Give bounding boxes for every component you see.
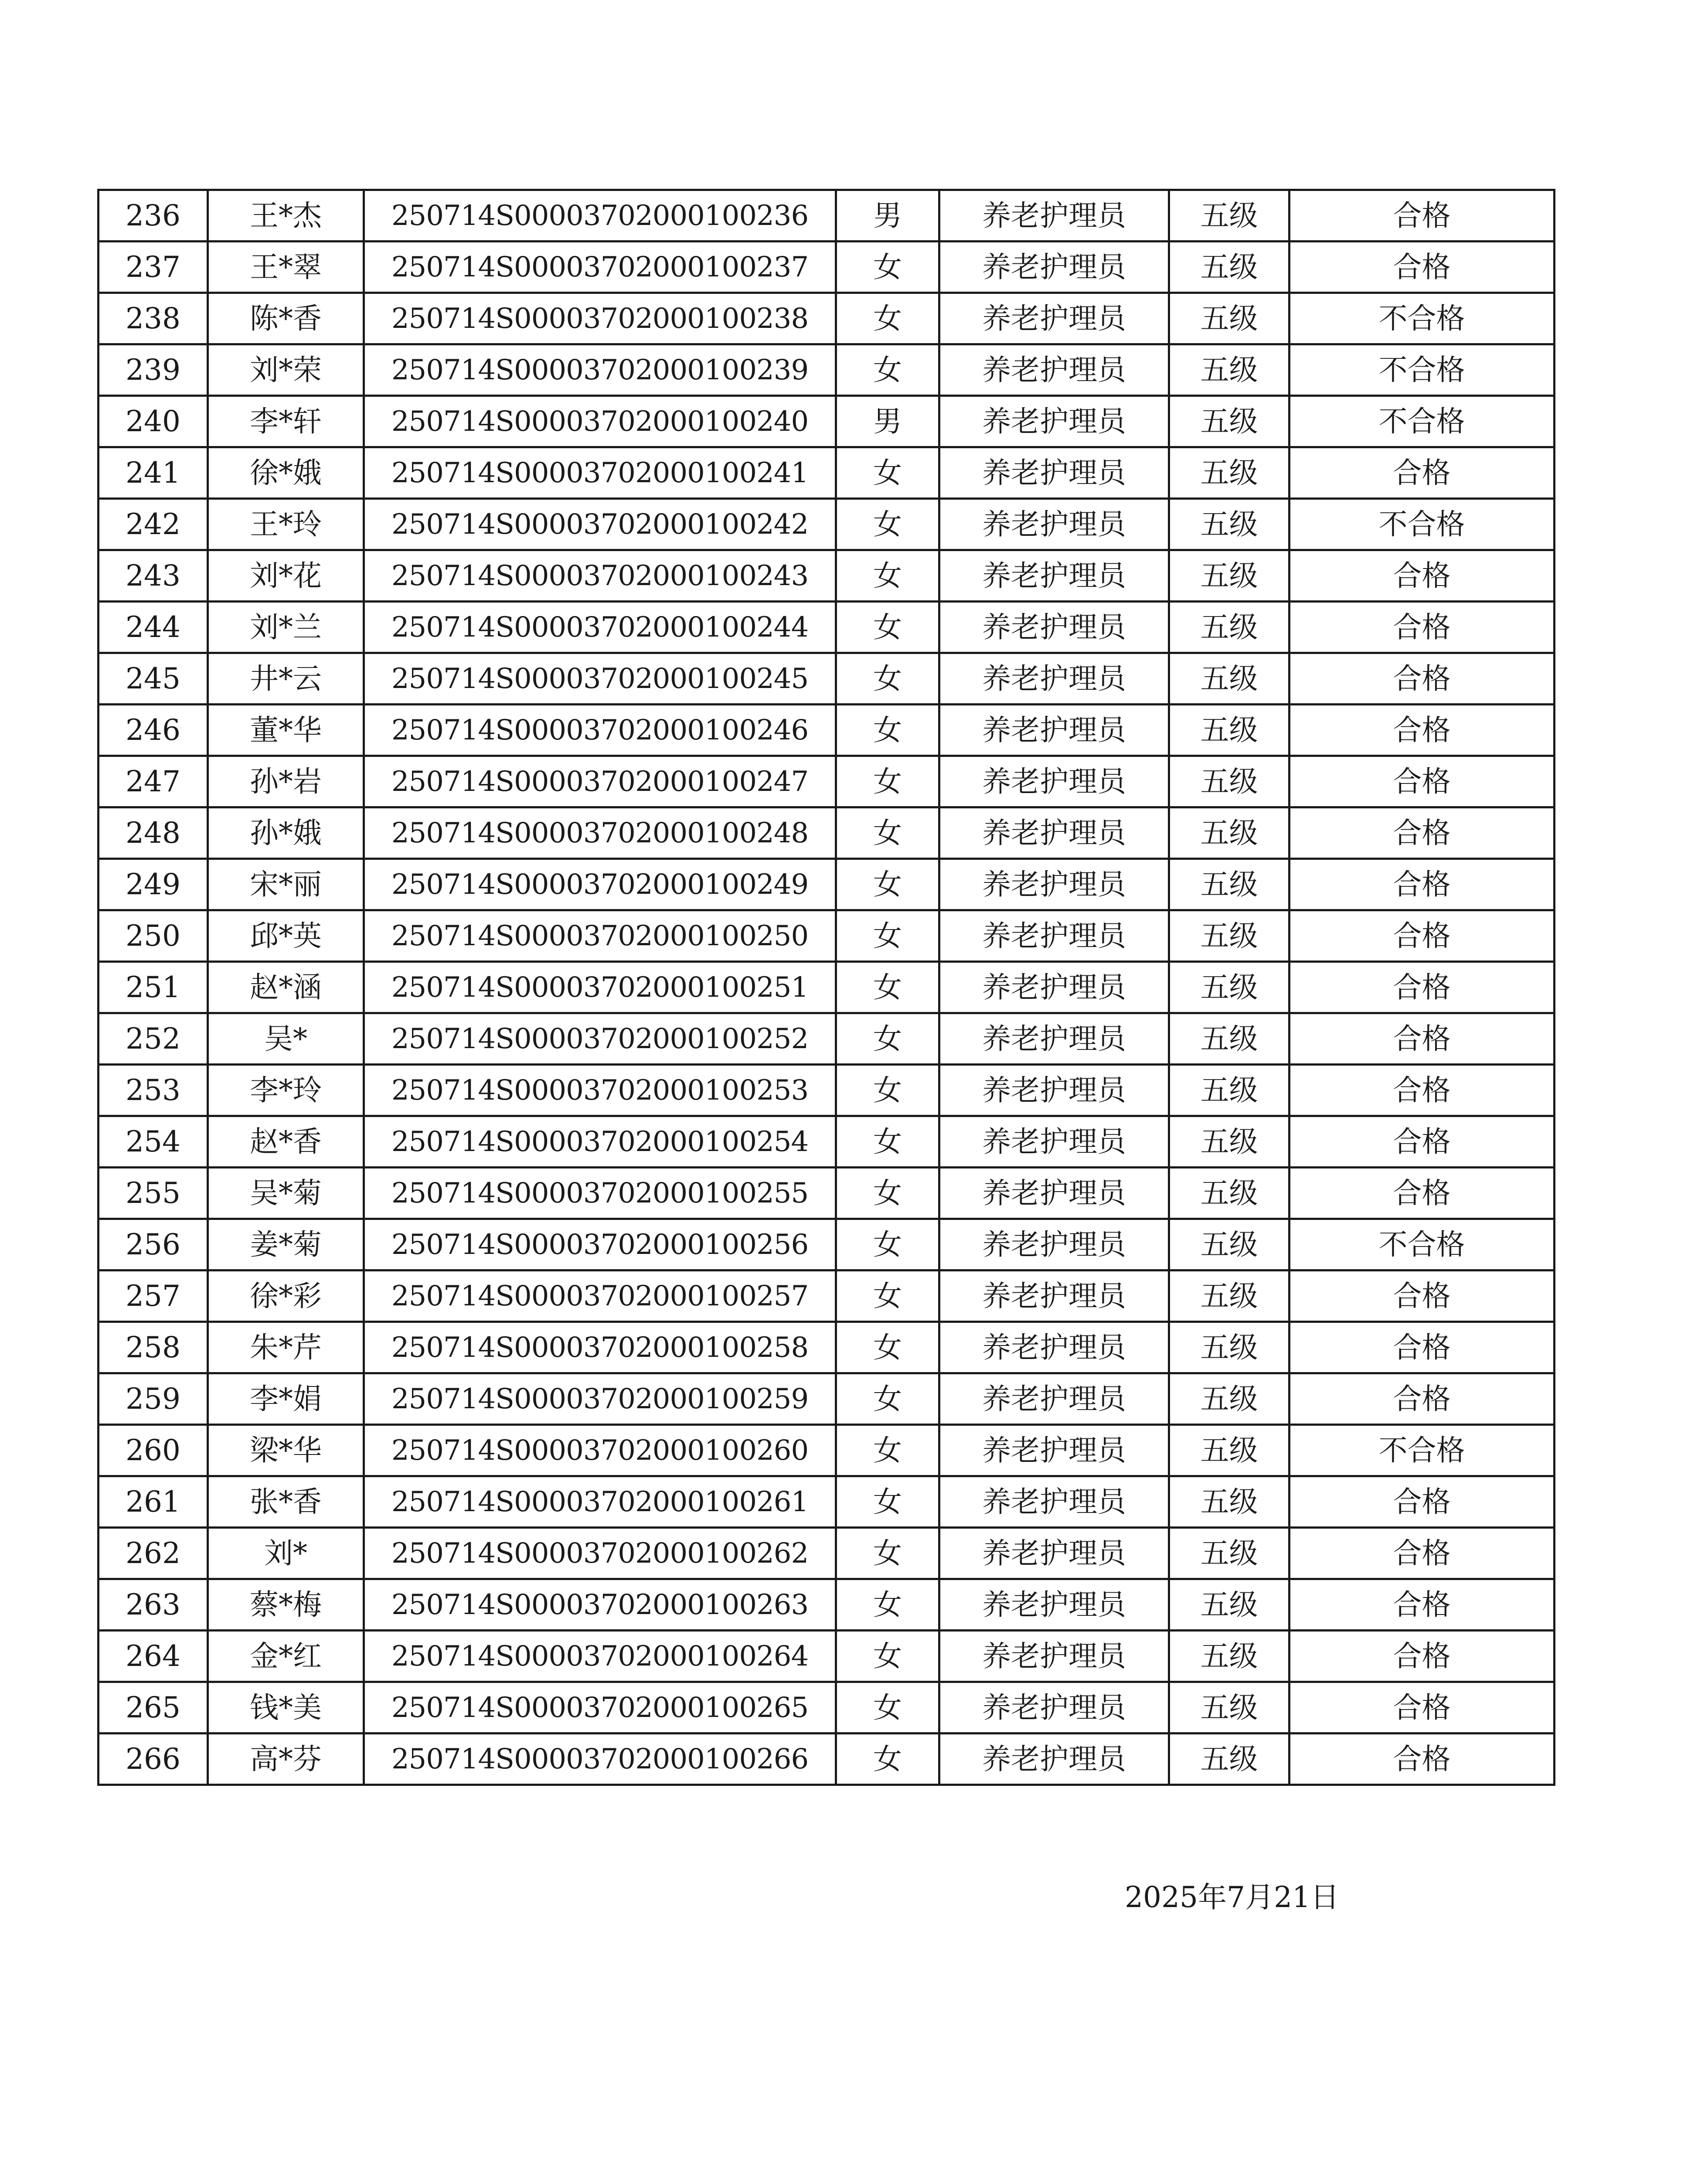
level-cell: 五级 [1169, 1373, 1290, 1425]
certificate-number-cell: 250714S00003702000100258 [364, 1322, 836, 1373]
table-row [99, 242, 1555, 293]
table-row [99, 1168, 1555, 1219]
seq-number-cell: 264 [99, 1631, 208, 1682]
result-cell: 合格 [1290, 1631, 1555, 1682]
results-table-body [99, 190, 1555, 1785]
gender-cell: 女 [836, 1631, 939, 1682]
certificate-number-cell: 250714S00003702000100243 [364, 550, 836, 602]
seq-number-cell: 236 [99, 190, 208, 242]
occupation-cell: 养老护理员 [939, 190, 1169, 242]
certificate-number-cell: 250714S00003702000100261 [364, 1476, 836, 1528]
table-row [99, 550, 1555, 602]
gender-cell: 女 [836, 293, 939, 344]
level-cell: 五级 [1169, 1579, 1290, 1631]
gender-cell: 女 [836, 1682, 939, 1734]
gender-cell: 女 [836, 1528, 939, 1579]
result-cell: 合格 [1290, 1322, 1555, 1373]
result-cell: 合格 [1290, 756, 1555, 807]
gender-cell: 女 [836, 705, 939, 756]
level-cell: 五级 [1169, 499, 1290, 550]
name-cell: 宋*丽 [208, 859, 364, 910]
table-row [99, 1322, 1555, 1373]
level-cell: 五级 [1169, 550, 1290, 602]
gender-cell: 女 [836, 1065, 939, 1116]
occupation-cell: 养老护理员 [939, 1528, 1169, 1579]
seq-number-cell: 262 [99, 1528, 208, 1579]
level-cell: 五级 [1169, 602, 1290, 653]
gender-cell: 女 [836, 807, 939, 859]
level-cell: 五级 [1169, 1013, 1290, 1065]
gender-cell: 男 [836, 396, 939, 447]
table-row [99, 807, 1555, 859]
result-cell: 合格 [1290, 602, 1555, 653]
occupation-cell: 养老护理员 [939, 242, 1169, 293]
occupation-cell: 养老护理员 [939, 1631, 1169, 1682]
certificate-number-cell: 250714S00003702000100236 [364, 190, 836, 242]
certificate-number-cell: 250714S00003702000100237 [364, 242, 836, 293]
seq-number-cell: 241 [99, 447, 208, 499]
result-cell: 合格 [1290, 653, 1555, 705]
seq-number-cell: 248 [99, 807, 208, 859]
gender-cell: 女 [836, 653, 939, 705]
gender-cell: 女 [836, 1219, 939, 1271]
name-cell: 王*杰 [208, 190, 364, 242]
gender-cell: 女 [836, 499, 939, 550]
seq-number-cell: 259 [99, 1373, 208, 1425]
seq-number-cell: 251 [99, 962, 208, 1013]
level-cell: 五级 [1169, 242, 1290, 293]
occupation-cell: 养老护理员 [939, 807, 1169, 859]
table-row [99, 1219, 1555, 1271]
name-cell: 徐*彩 [208, 1271, 364, 1322]
certificate-number-cell: 250714S00003702000100252 [364, 1013, 836, 1065]
result-cell: 不合格 [1290, 499, 1555, 550]
gender-cell: 女 [836, 344, 939, 396]
certificate-number-cell: 250714S00003702000100254 [364, 1116, 836, 1168]
result-cell: 合格 [1290, 190, 1555, 242]
seq-number-cell: 247 [99, 756, 208, 807]
level-cell: 五级 [1169, 962, 1290, 1013]
name-cell: 朱*芹 [208, 1322, 364, 1373]
occupation-cell: 养老护理员 [939, 344, 1169, 396]
table-row [99, 859, 1555, 910]
seq-number-cell: 255 [99, 1168, 208, 1219]
table-row [99, 705, 1555, 756]
seq-number-cell: 250 [99, 910, 208, 962]
gender-cell: 女 [836, 1734, 939, 1785]
level-cell: 五级 [1169, 910, 1290, 962]
certificate-number-cell: 250714S00003702000100255 [364, 1168, 836, 1219]
name-cell: 张*香 [208, 1476, 364, 1528]
certificate-number-cell: 250714S00003702000100247 [364, 756, 836, 807]
table-row [99, 1065, 1555, 1116]
table-row [99, 1682, 1555, 1734]
level-cell: 五级 [1169, 293, 1290, 344]
occupation-cell: 养老护理员 [939, 1013, 1169, 1065]
seq-number-cell: 254 [99, 1116, 208, 1168]
gender-cell: 女 [836, 1373, 939, 1425]
result-cell: 合格 [1290, 1476, 1555, 1528]
result-cell: 合格 [1290, 807, 1555, 859]
level-cell: 五级 [1169, 1425, 1290, 1476]
name-cell: 金*红 [208, 1631, 364, 1682]
certificate-number-cell: 250714S00003702000100262 [364, 1528, 836, 1579]
certificate-number-cell: 250714S00003702000100249 [364, 859, 836, 910]
result-cell: 不合格 [1290, 396, 1555, 447]
table-row [99, 962, 1555, 1013]
seq-number-cell: 239 [99, 344, 208, 396]
level-cell: 五级 [1169, 1116, 1290, 1168]
certificate-number-cell: 250714S00003702000100240 [364, 396, 836, 447]
result-cell: 合格 [1290, 859, 1555, 910]
gender-cell: 女 [836, 1322, 939, 1373]
seq-number-cell: 246 [99, 705, 208, 756]
seq-number-cell: 242 [99, 499, 208, 550]
certificate-number-cell: 250714S00003702000100239 [364, 344, 836, 396]
result-cell: 合格 [1290, 1373, 1555, 1425]
name-cell: 刘*荣 [208, 344, 364, 396]
result-cell: 不合格 [1290, 293, 1555, 344]
seq-number-cell: 245 [99, 653, 208, 705]
level-cell: 五级 [1169, 756, 1290, 807]
name-cell: 李*轩 [208, 396, 364, 447]
certificate-number-cell: 250714S00003702000100263 [364, 1579, 836, 1631]
gender-cell: 女 [836, 1013, 939, 1065]
certificate-number-cell: 250714S00003702000100250 [364, 910, 836, 962]
level-cell: 五级 [1169, 1065, 1290, 1116]
name-cell: 蔡*梅 [208, 1579, 364, 1631]
name-cell: 刘*兰 [208, 602, 364, 653]
occupation-cell: 养老护理员 [939, 1425, 1169, 1476]
result-cell: 合格 [1290, 1013, 1555, 1065]
results-table [97, 189, 1555, 1786]
seq-number-cell: 238 [99, 293, 208, 344]
name-cell: 吴* [208, 1013, 364, 1065]
table-row [99, 499, 1555, 550]
table-row [99, 344, 1555, 396]
table-row [99, 1116, 1555, 1168]
level-cell: 五级 [1169, 807, 1290, 859]
occupation-cell: 养老护理员 [939, 550, 1169, 602]
gender-cell: 女 [836, 1425, 939, 1476]
result-cell: 不合格 [1290, 1425, 1555, 1476]
table-row [99, 1013, 1555, 1065]
name-cell: 吴*菊 [208, 1168, 364, 1219]
certificate-number-cell: 250714S00003702000100245 [364, 653, 836, 705]
gender-cell: 女 [836, 447, 939, 499]
seq-number-cell: 260 [99, 1425, 208, 1476]
gender-cell: 女 [836, 962, 939, 1013]
occupation-cell: 养老护理员 [939, 293, 1169, 344]
table-row [99, 602, 1555, 653]
table-row [99, 1579, 1555, 1631]
result-cell: 合格 [1290, 447, 1555, 499]
certificate-number-cell: 250714S00003702000100265 [364, 1682, 836, 1734]
occupation-cell: 养老护理员 [939, 499, 1169, 550]
gender-cell: 女 [836, 859, 939, 910]
occupation-cell: 养老护理员 [939, 1116, 1169, 1168]
seq-number-cell: 249 [99, 859, 208, 910]
occupation-cell: 养老护理员 [939, 447, 1169, 499]
occupation-cell: 养老护理员 [939, 1476, 1169, 1528]
name-cell: 李*娟 [208, 1373, 364, 1425]
name-cell: 王*玲 [208, 499, 364, 550]
name-cell: 孙*岩 [208, 756, 364, 807]
name-cell: 邱*英 [208, 910, 364, 962]
result-cell: 不合格 [1290, 344, 1555, 396]
seq-number-cell: 263 [99, 1579, 208, 1631]
certificate-number-cell: 250714S00003702000100248 [364, 807, 836, 859]
seq-number-cell: 252 [99, 1013, 208, 1065]
result-cell: 合格 [1290, 1682, 1555, 1734]
issue-date: 2025年7月21日 [1125, 1880, 1339, 1914]
seq-number-cell: 253 [99, 1065, 208, 1116]
level-cell: 五级 [1169, 1322, 1290, 1373]
table-row [99, 1373, 1555, 1425]
occupation-cell: 养老护理员 [939, 1734, 1169, 1785]
gender-cell: 女 [836, 242, 939, 293]
level-cell: 五级 [1169, 705, 1290, 756]
seq-number-cell: 237 [99, 242, 208, 293]
name-cell: 高*芬 [208, 1734, 364, 1785]
gender-cell: 女 [836, 550, 939, 602]
level-cell: 五级 [1169, 859, 1290, 910]
occupation-cell: 养老护理员 [939, 653, 1169, 705]
name-cell: 钱*美 [208, 1682, 364, 1734]
seq-number-cell: 266 [99, 1734, 208, 1785]
occupation-cell: 养老护理员 [939, 396, 1169, 447]
certificate-number-cell: 250714S00003702000100253 [364, 1065, 836, 1116]
occupation-cell: 养老护理员 [939, 705, 1169, 756]
result-cell: 合格 [1290, 705, 1555, 756]
level-cell: 五级 [1169, 1528, 1290, 1579]
name-cell: 徐*娥 [208, 447, 364, 499]
seq-number-cell: 257 [99, 1271, 208, 1322]
name-cell: 李*玲 [208, 1065, 364, 1116]
seq-number-cell: 265 [99, 1682, 208, 1734]
table-row [99, 293, 1555, 344]
name-cell: 姜*菊 [208, 1219, 364, 1271]
occupation-cell: 养老护理员 [939, 756, 1169, 807]
certificate-number-cell: 250714S00003702000100266 [364, 1734, 836, 1785]
certificate-number-cell: 250714S00003702000100259 [364, 1373, 836, 1425]
result-cell: 合格 [1290, 1168, 1555, 1219]
table-row [99, 1425, 1555, 1476]
result-cell: 合格 [1290, 550, 1555, 602]
occupation-cell: 养老护理员 [939, 1219, 1169, 1271]
certificate-number-cell: 250714S00003702000100256 [364, 1219, 836, 1271]
seq-number-cell: 258 [99, 1322, 208, 1373]
occupation-cell: 养老护理员 [939, 1682, 1169, 1734]
occupation-cell: 养老护理员 [939, 1579, 1169, 1631]
certificate-number-cell: 250714S00003702000100244 [364, 602, 836, 653]
occupation-cell: 养老护理员 [939, 1168, 1169, 1219]
certificate-number-cell: 250714S00003702000100238 [364, 293, 836, 344]
level-cell: 五级 [1169, 1734, 1290, 1785]
seq-number-cell: 240 [99, 396, 208, 447]
level-cell: 五级 [1169, 1631, 1290, 1682]
occupation-cell: 养老护理员 [939, 1271, 1169, 1322]
occupation-cell: 养老护理员 [939, 1373, 1169, 1425]
level-cell: 五级 [1169, 190, 1290, 242]
certificate-number-cell: 250714S00003702000100251 [364, 962, 836, 1013]
result-cell: 合格 [1290, 1271, 1555, 1322]
gender-cell: 男 [836, 190, 939, 242]
gender-cell: 女 [836, 1168, 939, 1219]
seq-number-cell: 261 [99, 1476, 208, 1528]
seq-number-cell: 243 [99, 550, 208, 602]
name-cell: 陈*香 [208, 293, 364, 344]
name-cell: 刘*花 [208, 550, 364, 602]
level-cell: 五级 [1169, 447, 1290, 499]
seq-number-cell: 244 [99, 602, 208, 653]
name-cell: 赵*涵 [208, 962, 364, 1013]
occupation-cell: 养老护理员 [939, 1322, 1169, 1373]
table-row [99, 396, 1555, 447]
level-cell: 五级 [1169, 653, 1290, 705]
table-row [99, 653, 1555, 705]
gender-cell: 女 [836, 1476, 939, 1528]
level-cell: 五级 [1169, 1476, 1290, 1528]
result-cell: 合格 [1290, 1734, 1555, 1785]
name-cell: 赵*香 [208, 1116, 364, 1168]
certificate-number-cell: 250714S00003702000100257 [364, 1271, 836, 1322]
gender-cell: 女 [836, 756, 939, 807]
result-cell: 合格 [1290, 1579, 1555, 1631]
name-cell: 刘* [208, 1528, 364, 1579]
name-cell: 井*云 [208, 653, 364, 705]
name-cell: 王*翠 [208, 242, 364, 293]
certificate-number-cell: 250714S00003702000100246 [364, 705, 836, 756]
gender-cell: 女 [836, 1579, 939, 1631]
result-cell: 合格 [1290, 962, 1555, 1013]
table-row [99, 1528, 1555, 1579]
name-cell: 董*华 [208, 705, 364, 756]
table-row [99, 756, 1555, 807]
result-cell: 合格 [1290, 1116, 1555, 1168]
table-row [99, 1476, 1555, 1528]
occupation-cell: 养老护理员 [939, 962, 1169, 1013]
table-row [99, 1271, 1555, 1322]
result-cell: 合格 [1290, 910, 1555, 962]
table-row [99, 1734, 1555, 1785]
occupation-cell: 养老护理员 [939, 859, 1169, 910]
table-row [99, 190, 1555, 242]
gender-cell: 女 [836, 1116, 939, 1168]
gender-cell: 女 [836, 1271, 939, 1322]
result-cell: 合格 [1290, 242, 1555, 293]
level-cell: 五级 [1169, 1271, 1290, 1322]
table-row [99, 1631, 1555, 1682]
name-cell: 孙*娥 [208, 807, 364, 859]
level-cell: 五级 [1169, 344, 1290, 396]
certificate-number-cell: 250714S00003702000100260 [364, 1425, 836, 1476]
certificate-number-cell: 250714S00003702000100242 [364, 499, 836, 550]
gender-cell: 女 [836, 910, 939, 962]
level-cell: 五级 [1169, 1682, 1290, 1734]
table-row [99, 910, 1555, 962]
level-cell: 五级 [1169, 1219, 1290, 1271]
result-cell: 合格 [1290, 1528, 1555, 1579]
certificate-number-cell: 250714S00003702000100241 [364, 447, 836, 499]
gender-cell: 女 [836, 602, 939, 653]
certificate-number-cell: 250714S00003702000100264 [364, 1631, 836, 1682]
result-cell: 不合格 [1290, 1219, 1555, 1271]
occupation-cell: 养老护理员 [939, 602, 1169, 653]
level-cell: 五级 [1169, 396, 1290, 447]
name-cell: 梁*华 [208, 1425, 364, 1476]
table-row [99, 447, 1555, 499]
occupation-cell: 养老护理员 [939, 1065, 1169, 1116]
result-cell: 合格 [1290, 1065, 1555, 1116]
level-cell: 五级 [1169, 1168, 1290, 1219]
occupation-cell: 养老护理员 [939, 910, 1169, 962]
seq-number-cell: 256 [99, 1219, 208, 1271]
